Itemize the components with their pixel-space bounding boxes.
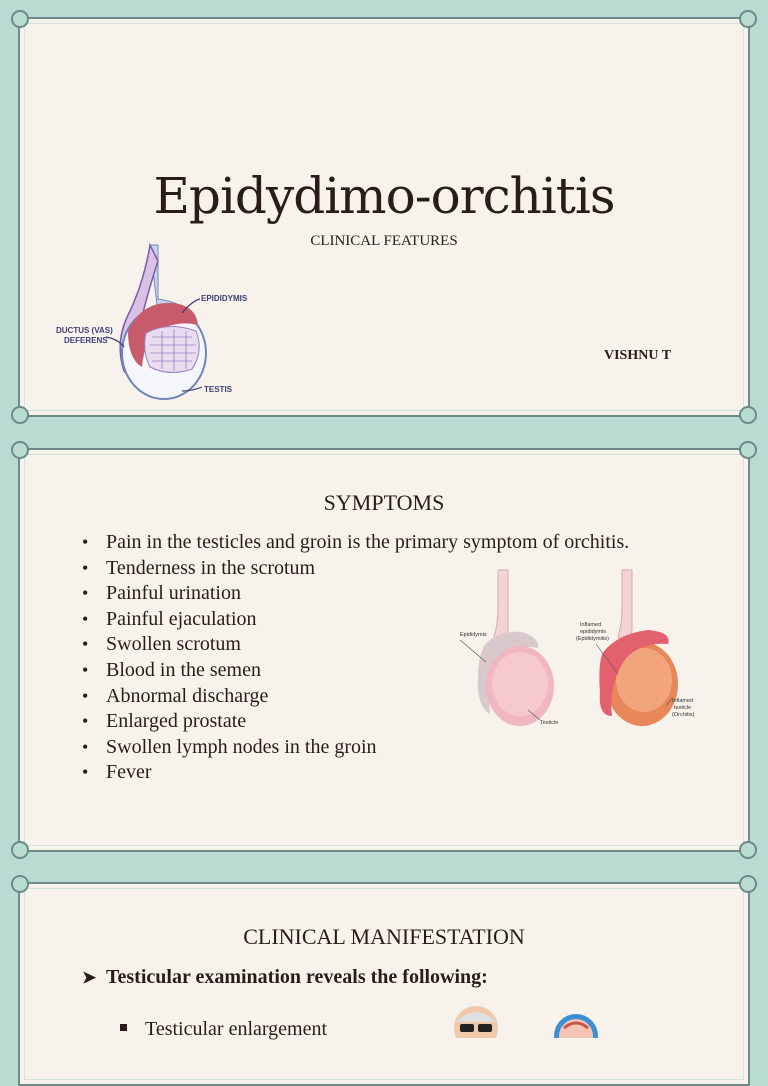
corner-ornament <box>739 441 757 459</box>
symptom-item: • Abnormal discharge <box>80 684 640 710</box>
doctor-patient-illustration <box>436 998 616 1038</box>
clinical-manifestation-slide <box>0 866 768 1040</box>
title-slide <box>0 0 768 432</box>
label-ductus: DUCTUS (VAS) <box>56 326 113 335</box>
symptom-item: • Painful urination <box>80 581 640 607</box>
label-epididymis-inflamed: epididymis <box>580 629 606 635</box>
symptom-item: • Tenderness in the scrotum <box>80 556 640 582</box>
symptom-item: • Swollen lymph nodes in the groin <box>80 735 640 761</box>
orchitis-comparison-diagram <box>436 566 716 741</box>
corner-ornament <box>739 406 757 424</box>
author-name: VISHNU T <box>604 348 672 363</box>
symptom-item: • Swollen scrotum <box>80 632 640 658</box>
square-bullet-icon <box>120 1024 127 1031</box>
label-inflamed: Inflamed <box>580 622 602 628</box>
symptoms-slide <box>0 432 768 866</box>
arrow-bullet-icon: ➤ <box>82 968 97 987</box>
label-orchitis: (Orchitis) <box>672 712 695 718</box>
testis-anatomy-diagram <box>32 241 252 401</box>
corner-ornament <box>11 10 29 28</box>
label-testicle-inflamed: testicle <box>674 705 692 711</box>
symptom-item: • Pain in the testicles and groin is the primary symptom of orchitis. <box>80 530 640 556</box>
label-epididymis: Epididymis <box>460 632 487 638</box>
symptom-item: • Painful ejaculation <box>80 607 640 633</box>
slide-heading: CLINICAL MANIFESTATION <box>243 924 525 949</box>
corner-ornament <box>11 441 29 459</box>
corner-ornament <box>11 875 29 893</box>
finding-item: Testicular enlargement <box>120 1018 327 1041</box>
label-deferens: DEFERENS <box>64 336 108 345</box>
label-testis: TESTIS <box>204 385 233 394</box>
corner-ornament <box>739 10 757 28</box>
presentation-subtitle: CLINICAL FEATURES <box>310 233 458 249</box>
exam-text: Testicular examination reveals the following: <box>106 966 488 988</box>
corner-ornament <box>11 406 29 424</box>
label-inflamed-testicle: Inflamed <box>672 698 694 704</box>
slide-card <box>18 448 750 852</box>
slide-heading: SYMPTOMS <box>323 490 445 515</box>
slide-card <box>18 17 750 417</box>
corner-ornament <box>739 841 757 859</box>
symptom-item: • Enlarged prostate <box>80 709 640 735</box>
corner-ornament <box>739 875 757 893</box>
slide-card <box>18 882 750 1086</box>
symptom-item: • Fever <box>80 760 640 786</box>
corner-ornament <box>11 841 29 859</box>
label-epididymitis: (Epididymitis) <box>576 636 610 642</box>
symptom-item: • Blood in the semen <box>80 658 640 684</box>
label-epididymis: EPIDIDYMIS <box>201 294 248 303</box>
label-testicle: Testicle <box>540 720 559 726</box>
exam-statement <box>82 966 488 989</box>
presentation-title: Epidydimo-orchitis <box>153 167 615 225</box>
